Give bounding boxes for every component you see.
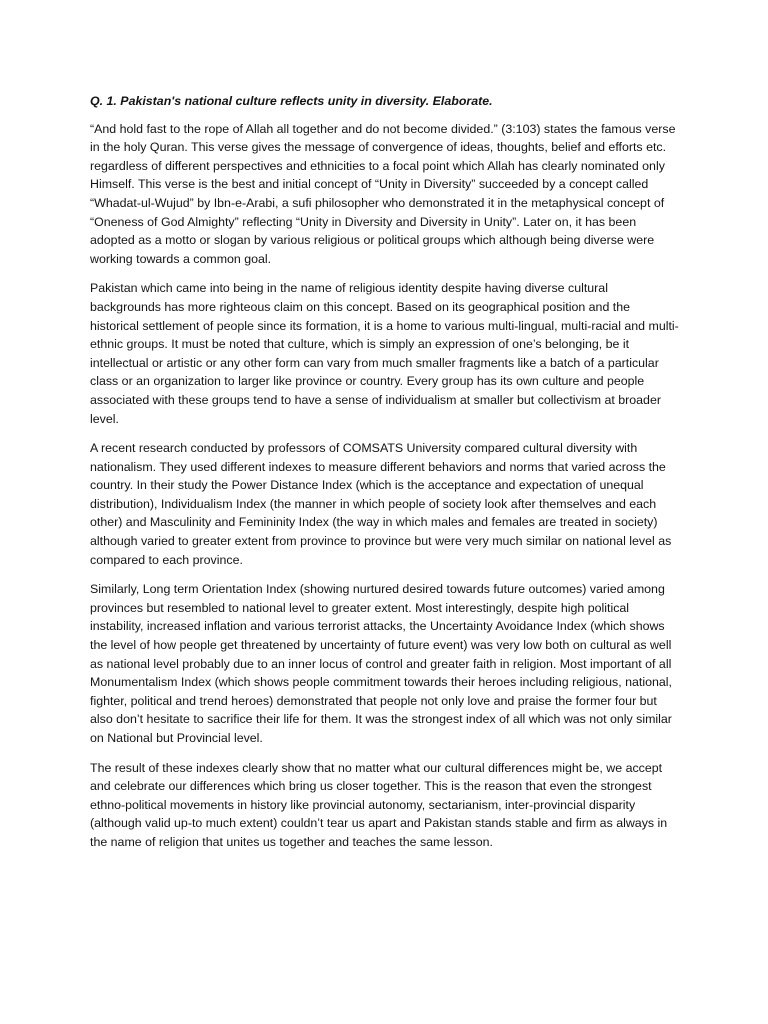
paragraph-2: Pakistan which came into being in the name of religious identity despite having diverse cultural backgrounds has more righteous claim on this concept. Based on its geographical position and the historical settlement of people since its formation, it is a home to various multi-lingual, multi-racial and multi-ethnic groups. It must be noted that culture, which is simply an expression of one’s belonging, be it intellectual or artistic or any other form can vary from much smaller fragments like a batch of a particular class or an organization to larger like province or country. Every group has its own culture and people associated with these groups tend to have a sense of individualism at smaller but collectivism at broader level. (90, 281, 679, 426)
paragraph-5: The result of these indexes clearly show that no matter what our cultural differences might be, we accept and celebrate our differences which bring us closer together. This is the reason that even the strongest ethno-political movements in history like provincial autonomy, sectarianism, inter-provincial disparity (although valid up-to much extent) couldn’t tear us apart and Pakistan stands stable and firm as always in the name of religion that unites us together and teaches the same lesson. (90, 760, 668, 849)
paragraph-3: A recent research conducted by professors of COMSATS University compared cultural diversity with nationalism. They used different indexes to measure different behaviors and norms that varied across the country. In their study the Power Distance Index (which is the acceptance and expectation of unequal distribution), Individualism Index (the manner in which people of society look after themselves and each other) and Masculinity and Femininity Index (the way in which males and females are treated in society) although varied to greater extent from province to province but were very much similar on national level as compared to each province. (90, 441, 672, 567)
paragraph-4: Similarly, Long term Orientation Index (showing nurtured desired towards future outcomes) varied among provinces but resembled to national level to greater extent. Most interestingly, despite high political instability, increased inflation and various terrorist attacks, the Uncertainty Avoidance Index (which shows the level of how people get threatened by uncertainty of future event) was very low both on cultural as well as national level probably due to an inner locus of control and greater faith in religion. Most important of all Monumentalism Index (which shows people commitment towards their heroes including religious, national, fighter, political and trend heroes) demonstrated that people not only love and praise the former four but also don’t hesitate to sacrifice their life for them. It was the strongest index of all which was not only similar on National but Provincial level. (90, 582, 672, 745)
question-heading: Q. 1. Pakistan's national culture reflects unity in diversity. Elaborate. (90, 94, 493, 108)
document-body (90, 92, 682, 863)
paragraph-1: “And hold fast to the rope of Allah all together and do not become divided.” (3:103) states the famous verse in the holy Quran. This verse gives the message of convergence of ideas, thoughts, belief and efforts etc. regardless of different perspectives and ethnicities to a focal point which Allah has clearly nominated only Himself. This verse is the best and initial concept of “Unity in Diversity” succeeded by a concept called “Whadat-ul-Wujud” by Ibn-e-Arabi, a sufi philosopher who demonstrated it in the metaphysical concept of “Oneness of God Almighty” reflecting “Unity in Diversity and Diversity in Unity”. Later on, it has been adopted as a motto or slogan by various religious or political groups which although being diverse were working towards a common goal. (90, 121, 676, 266)
